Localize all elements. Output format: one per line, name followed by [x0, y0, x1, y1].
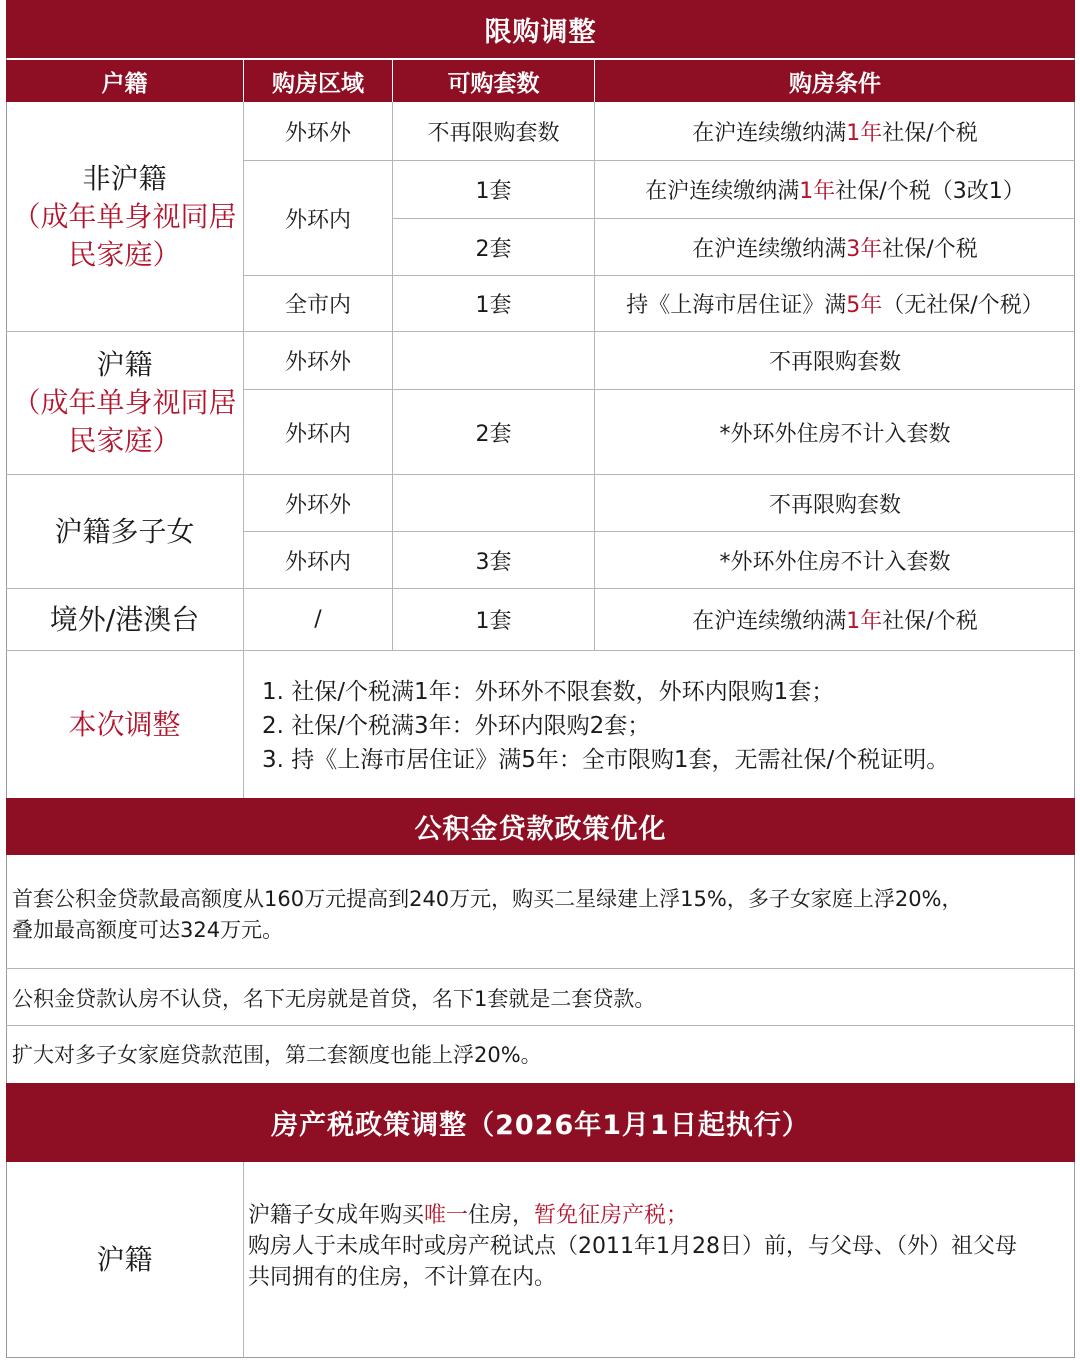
- condition-cell: *外环外住房不计入套数: [719, 421, 951, 447]
- area-cell: 外环外: [284, 350, 351, 375]
- area-cell: 外环内: [284, 549, 351, 575]
- grid-line: [243, 1162, 244, 1358]
- condition-highlight: 5年: [846, 293, 883, 318]
- condition-highlight: 1年: [799, 179, 836, 204]
- section-title-purchase-limit: 限购调整: [6, 0, 1075, 58]
- condition-text: 社保/个税: [882, 609, 978, 634]
- tax-line-1: [248, 1200, 688, 1231]
- group-name: 沪籍: [96, 348, 153, 381]
- condition-cell: [595, 276, 1075, 331]
- tax-text: 住房，: [468, 1203, 535, 1228]
- fund-para-3: 扩大对多子女家庭贷款范围，第二套额度也能上浮20%。: [12, 1043, 542, 1067]
- count-cell: 3套: [475, 549, 512, 575]
- adjust-line: 1. 社保/个税满1年：外环外不限套数，外环内限购1套；: [262, 679, 835, 705]
- area-cell: 外环外: [284, 120, 351, 146]
- group-overseas: 境外/港澳台: [49, 602, 200, 636]
- condition-text: 在沪连续缴纳满: [692, 609, 847, 634]
- condition-text: 持《上海市居住证》满: [626, 293, 847, 318]
- count-cell: 1套: [475, 179, 512, 204]
- tax-highlight: 暂免征房产税；: [534, 1203, 689, 1228]
- condition-cell: [595, 589, 1075, 650]
- section-title-property-tax: 房产税政策调整（2026年1月1日起执行）: [6, 1083, 1075, 1162]
- header-divider: [594, 60, 595, 102]
- condition-cell: 不再限购套数: [768, 492, 901, 518]
- group-sub: （成年单身视同居: [12, 386, 237, 419]
- tax-line-2: 购房人于未成年时或房产税试点（2011年1月28日）前，与父母、（外）祖父母: [248, 1234, 1017, 1259]
- count-cell: 2套: [475, 421, 512, 447]
- adjust-label: 本次调整: [68, 707, 181, 741]
- group-multi-child: 沪籍多子女: [54, 514, 195, 548]
- condition-text: （无社保/个税）: [882, 293, 1044, 318]
- fund-para-1: [12, 884, 963, 946]
- area-cell: /: [314, 607, 322, 632]
- tax-highlight: 唯一: [424, 1203, 469, 1228]
- tax-line-3: 共同拥有的住房，不计算在内。: [248, 1265, 557, 1290]
- group-sub: 民家庭）: [68, 237, 181, 271]
- header-divider: [392, 60, 393, 102]
- condition-cell: [595, 161, 1075, 218]
- condition-cell: 不再限购套数: [768, 350, 901, 375]
- header-count: 可购套数: [393, 60, 594, 102]
- header-condition: 购房条件: [595, 60, 1075, 102]
- group-non-local: [6, 102, 243, 331]
- condition-highlight: 1年: [846, 609, 883, 634]
- count-cell: 1套: [475, 293, 512, 318]
- condition-cell: [595, 219, 1075, 275]
- group-name: 非沪籍: [82, 161, 167, 195]
- grid-line: [6, 968, 1075, 969]
- group-sub: 民家庭）: [68, 424, 181, 457]
- group-sub: （成年单身视同居: [12, 199, 237, 233]
- area-cell: 外环外: [284, 492, 351, 518]
- header-divider: [243, 60, 244, 102]
- group-local: [6, 332, 243, 474]
- condition-text: 社保/个税（3改1）: [835, 179, 1025, 204]
- area-cell: 全市内: [284, 293, 351, 318]
- condition-highlight: 3年: [846, 236, 883, 262]
- area-cell: 外环内: [284, 207, 351, 233]
- adjust-line: 3. 持《上海市居住证》满5年：全市限购1套，无需社保/个税证明。: [262, 747, 950, 773]
- section-title-fund-loan: 公积金贷款政策优化: [6, 798, 1075, 855]
- condition-text: 社保/个税: [882, 120, 978, 146]
- header-area: 购房区域: [244, 60, 392, 102]
- tax-text: 沪籍子女成年购买: [248, 1203, 425, 1228]
- condition-cell: *外环外住房不计入套数: [719, 549, 951, 575]
- count-cell: 2套: [475, 236, 512, 262]
- condition-highlight: 1年: [846, 120, 883, 146]
- para-line: 叠加最高额度可达324万元。: [12, 918, 284, 942]
- fund-para-2: 公积金贷款认房不认贷，名下无房就是首贷，名下1套就是二套贷款。: [12, 987, 656, 1011]
- adjust-line: 2. 社保/个税满3年：外环内限购2套；: [262, 713, 651, 739]
- tax-label: 沪籍: [96, 1243, 153, 1276]
- condition-text: 在沪连续缴纳满: [692, 236, 847, 262]
- condition-text: 在沪连续缴纳满: [645, 179, 800, 204]
- condition-text: 社保/个税: [882, 236, 978, 262]
- grid-line: [6, 1025, 1075, 1026]
- count-cell: 1套: [475, 609, 512, 634]
- header-hukou: 户籍: [6, 60, 243, 102]
- para-line: 首套公积金贷款最高额度从160万元提高到240万元，购买二星绿建上浮15%，多子女家庭上浮20%，: [12, 887, 963, 911]
- condition-cell: [595, 102, 1075, 160]
- count-cell: 不再限购套数: [427, 120, 560, 146]
- condition-text: 在沪连续缴纳满: [692, 120, 847, 146]
- area-cell: 外环内: [284, 421, 351, 447]
